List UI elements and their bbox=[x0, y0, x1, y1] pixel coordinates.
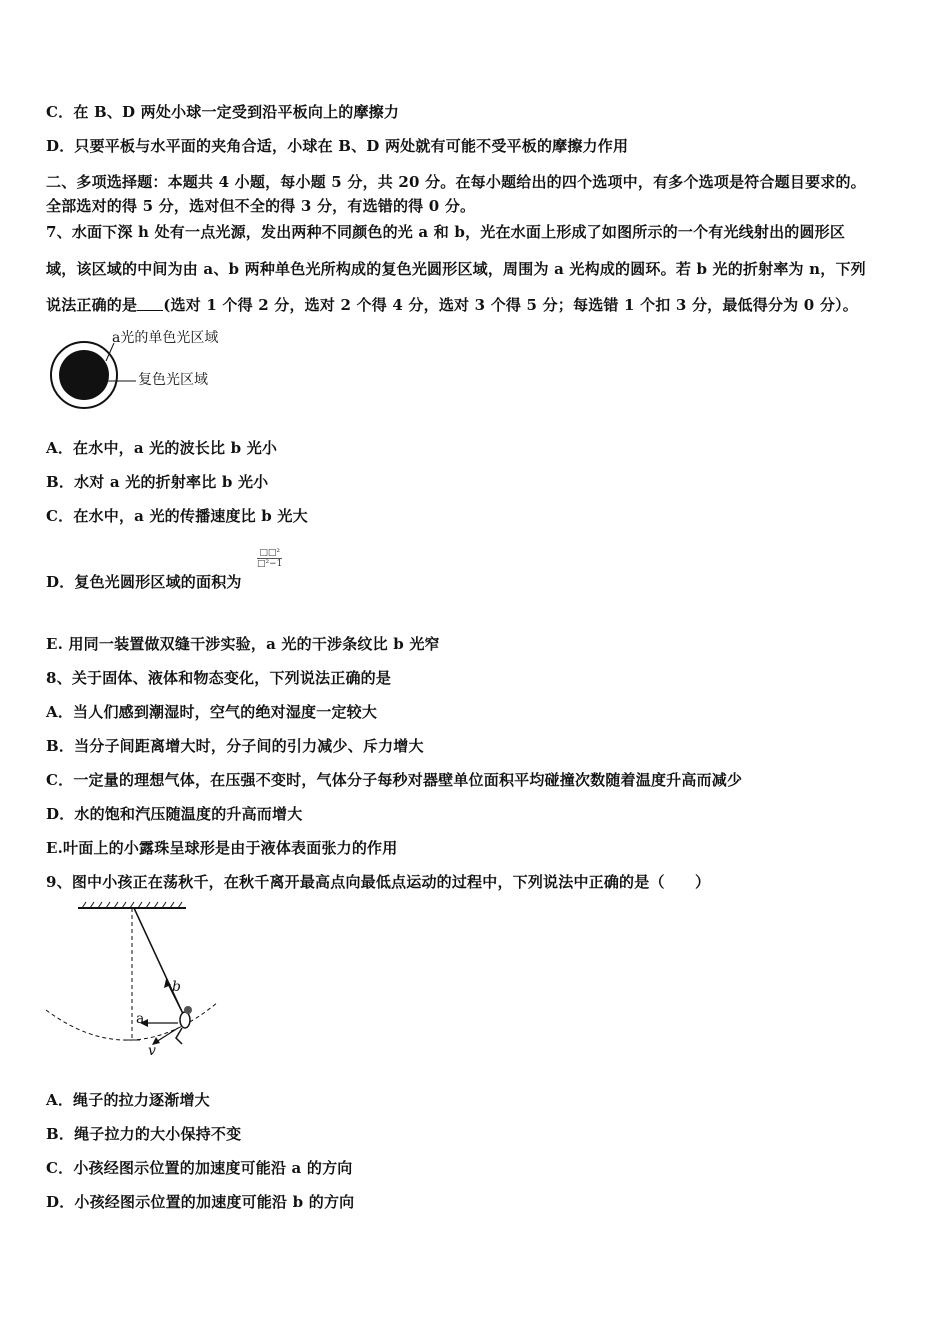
q8-stem: 8、关于固体、液体和物态变化，下列说法正确的是 bbox=[46, 669, 392, 687]
q9-option-d: D．小孩经图示位置的加速度可能沿 b 的方向 bbox=[46, 1193, 355, 1211]
label-a: a bbox=[136, 1011, 145, 1027]
q7-stem-line1: 7、水面下深 h 处有一点光源，发出两种不同颜色的光 a 和 b，光在水面上形成了如图所示的一个有光线射出的圆形区 bbox=[46, 223, 846, 241]
q6-option-d: D．只要平板与水平面的夹角合适，小球在 B、D 两处就有可能不受平板的摩擦力作用 bbox=[46, 137, 629, 155]
q7-option-c: C．在水中，a 光的传播速度比 b 光大 bbox=[46, 507, 308, 525]
label-mixed-region: 复色光区域 bbox=[138, 372, 208, 388]
q8-option-a: A．当人们感到潮湿时，空气的绝对湿度一定较大 bbox=[46, 703, 378, 721]
answer-blank bbox=[137, 296, 163, 311]
inner-disk bbox=[59, 350, 109, 400]
q7-option-e: E. 用同一装置做双缝干涉实验，a 光的干涉条纹比 b 光窄 bbox=[46, 635, 440, 653]
q8-option-b: B．当分子间距离增大时，分子间的引力减少、斥力增大 bbox=[46, 737, 424, 755]
q8-option-d: D．水的饱和汽压随温度的升高而增大 bbox=[46, 805, 303, 823]
label-b: b bbox=[172, 979, 181, 995]
q9-swing-diagram bbox=[40, 898, 230, 1066]
q7-option-d: D．复色光圆形区域的面积为 bbox=[46, 573, 242, 591]
fraction-denominator: □²−1 bbox=[257, 559, 283, 569]
q9-option-c: C．小孩经图示位置的加速度可能沿 a 的方向 bbox=[46, 1159, 353, 1177]
label-a-region: a光的单色光区域 bbox=[112, 330, 219, 346]
child-body bbox=[180, 1012, 190, 1028]
child-head bbox=[184, 1006, 192, 1014]
q9-stem: 9、图中小孩正在荡秋千，在秋千离开最高点向最低点运动的过程中，下列说法中正确的是（ ） bbox=[46, 873, 711, 891]
q9-option-b: B．绳子拉力的大小保持不变 bbox=[46, 1125, 242, 1143]
q7-stem-line3-post: (选对 1 个得 2 分，选对 2 个得 4 分，选对 3 个得 5 分；每选错 1 个扣 3 分，最低得分为 0 分）。 bbox=[163, 296, 858, 314]
q7-light-region-figure bbox=[46, 325, 296, 420]
q7-stem-line2: 域，该区域的中间为由 a、b 两种单色光所构成的复色光圆形区域，周围为 a 光构成的圆环。若 b 光的折射率为 n，下列 bbox=[46, 260, 866, 278]
q7-option-d-fraction bbox=[257, 548, 282, 569]
label-v: v bbox=[148, 1043, 156, 1059]
section2-line2: 全部选对的得 5 分，选对但不全的得 3 分，有选错的得 0 分。 bbox=[46, 197, 476, 215]
q9-swing-figure bbox=[40, 898, 230, 1066]
q7-stem-line3 bbox=[46, 295, 858, 315]
q7-stem-line3-pre: 说法正确的是 bbox=[46, 296, 138, 314]
fraction-numerator: □□² bbox=[257, 548, 282, 559]
q7-option-a: A．在水中，a 光的波长比 b 光小 bbox=[46, 439, 278, 457]
q8-option-e: E.叶面上的小露珠呈球形是由于液体表面张力的作用 bbox=[46, 839, 398, 857]
section2-line1: 二、多项选择题：本题共 4 小题，每小题 5 分，共 20 分。在每小题给出的四个选项中，有多个选项是符合题目要求的。 bbox=[46, 173, 866, 191]
q8-option-c: C．一定量的理想气体，在压强不变时，气体分子每秒对器壁单位面积平均碰撞次数随着温度升高而减少 bbox=[46, 771, 743, 789]
q9-option-a: A．绳子的拉力逐渐增大 bbox=[46, 1091, 210, 1109]
child-legs bbox=[176, 1028, 182, 1044]
q6-option-c: C．在 B、D 两处小球一定受到沿平板向上的摩擦力 bbox=[46, 103, 400, 121]
q7-option-b: B．水对 a 光的折射率比 b 光小 bbox=[46, 473, 269, 491]
